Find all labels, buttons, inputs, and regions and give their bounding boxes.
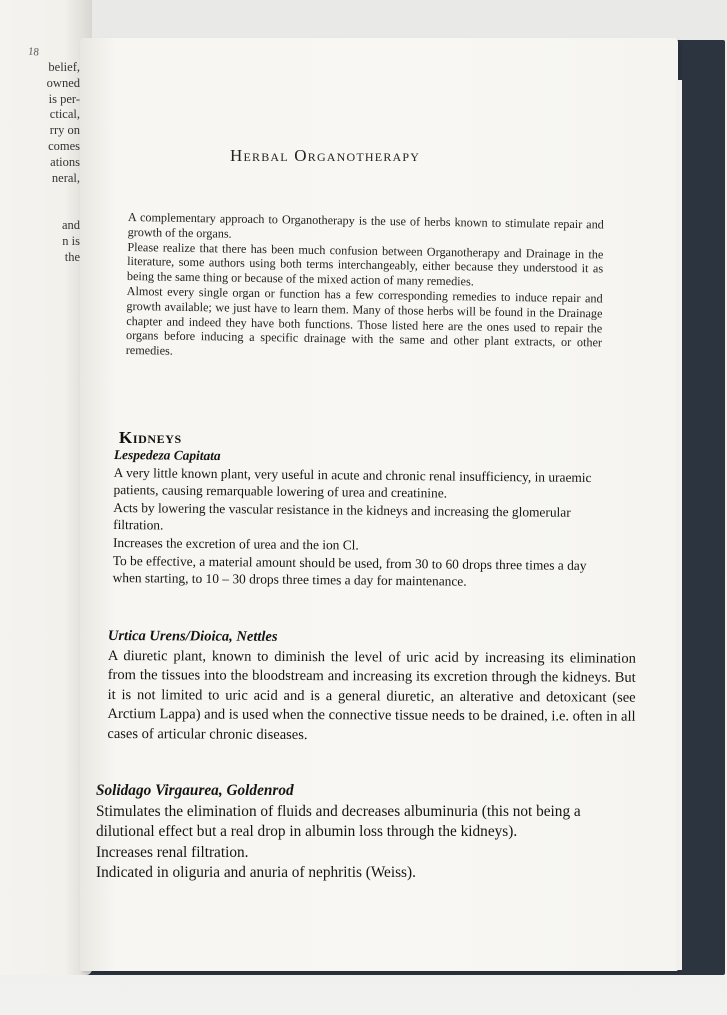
remedy-paragraph: Stimulates the elimination of fluids and decreases albuminuria (this not being a dilutional effect but a real drop in albumin loss through the kidneys). bbox=[96, 802, 581, 840]
remedy-entry-urtica bbox=[107, 627, 636, 747]
left-line: and bbox=[61, 217, 80, 232]
remedy-paragraph: Increases the excretion of urea and the ion Cl. bbox=[112, 534, 359, 553]
intro-paragraph: Please realize that there has been much confusion between Organotherapy and Drainage in the literature, some authors using both terms interchangeably, either because they understood it as being the same thing or because of the mixed action of many remedies. bbox=[126, 239, 604, 289]
remedy-paragraph: Increases renal filtration. bbox=[96, 843, 249, 861]
page-title: Herbal Organotherapy bbox=[230, 146, 421, 165]
remedy-name: Lespedeza Capitata bbox=[113, 446, 221, 464]
left-line: comes bbox=[48, 138, 80, 153]
remedy-paragraph: A very little known plant, very useful in acute and chronic renal insufficiency, in uraemic patients, causing remarquable lowering of urea and creatinine. bbox=[113, 464, 592, 501]
section-heading: Kidneys bbox=[119, 428, 182, 447]
left-line: n is bbox=[62, 233, 80, 248]
left-line: neral, bbox=[51, 170, 80, 185]
intro-paragraph: A complementary approach to Organotherapy is the use of herbs known to stimulate repair and growth of the organs. bbox=[127, 210, 604, 241]
intro-paragraph: Almost every single organ or function has a few corresponding remedies to induce repair and growth available; we just have to learn them. Many of those herbs will be found in the Drainage chapter and indeed they have both functions. Those listed here are the ones used to repair the organs before inducing a specific drainage with the same and other plant extracts, or other remedies. bbox=[125, 283, 603, 358]
left-line: rry on bbox=[49, 123, 80, 138]
left-line: ctical, bbox=[49, 107, 80, 122]
intro-text bbox=[126, 210, 604, 365]
remedy-entry-solidago bbox=[96, 781, 640, 884]
remedy-paragraph: Indicated in oliguria and anuria of nephritis (Weiss). bbox=[96, 864, 416, 881]
remedy-paragraph: Acts by lowering the vascular resistance in the kidneys and increasing the glomerular filtration. bbox=[113, 499, 571, 533]
left-line: is per- bbox=[48, 91, 80, 106]
left-line: belief, bbox=[48, 60, 80, 74]
left-page-number: 18 bbox=[27, 45, 40, 59]
remedy-paragraph: To be effective, a material amount should be used, from 30 to 60 drops three times a day when starting, to 10 – 30 drops three times a day for maintenance. bbox=[112, 552, 587, 589]
left-line: the bbox=[64, 249, 80, 264]
left-line: ations bbox=[50, 154, 80, 169]
remedy-name: Solidago Virgaurea, Goldenrod bbox=[96, 782, 294, 799]
remedy-entry-lespedeza bbox=[113, 446, 619, 592]
left-line: owned bbox=[46, 75, 80, 90]
remedy-name: Urtica Urens/Dioica, Nettles bbox=[107, 628, 278, 645]
remedy-paragraph: A diuretic plant, known to diminish the level of uric acid by increasing its elimination from the tissues into the bloodstream and increasing its excretion through the kidneys. But it is not limited to uric acid and is a general diuretic, an alterative and detoxicant (see Arctium Lappa) and is used when the connective tissue needs to be drained, i.e. often in all cases of articular chronic diseases. bbox=[107, 647, 636, 744]
